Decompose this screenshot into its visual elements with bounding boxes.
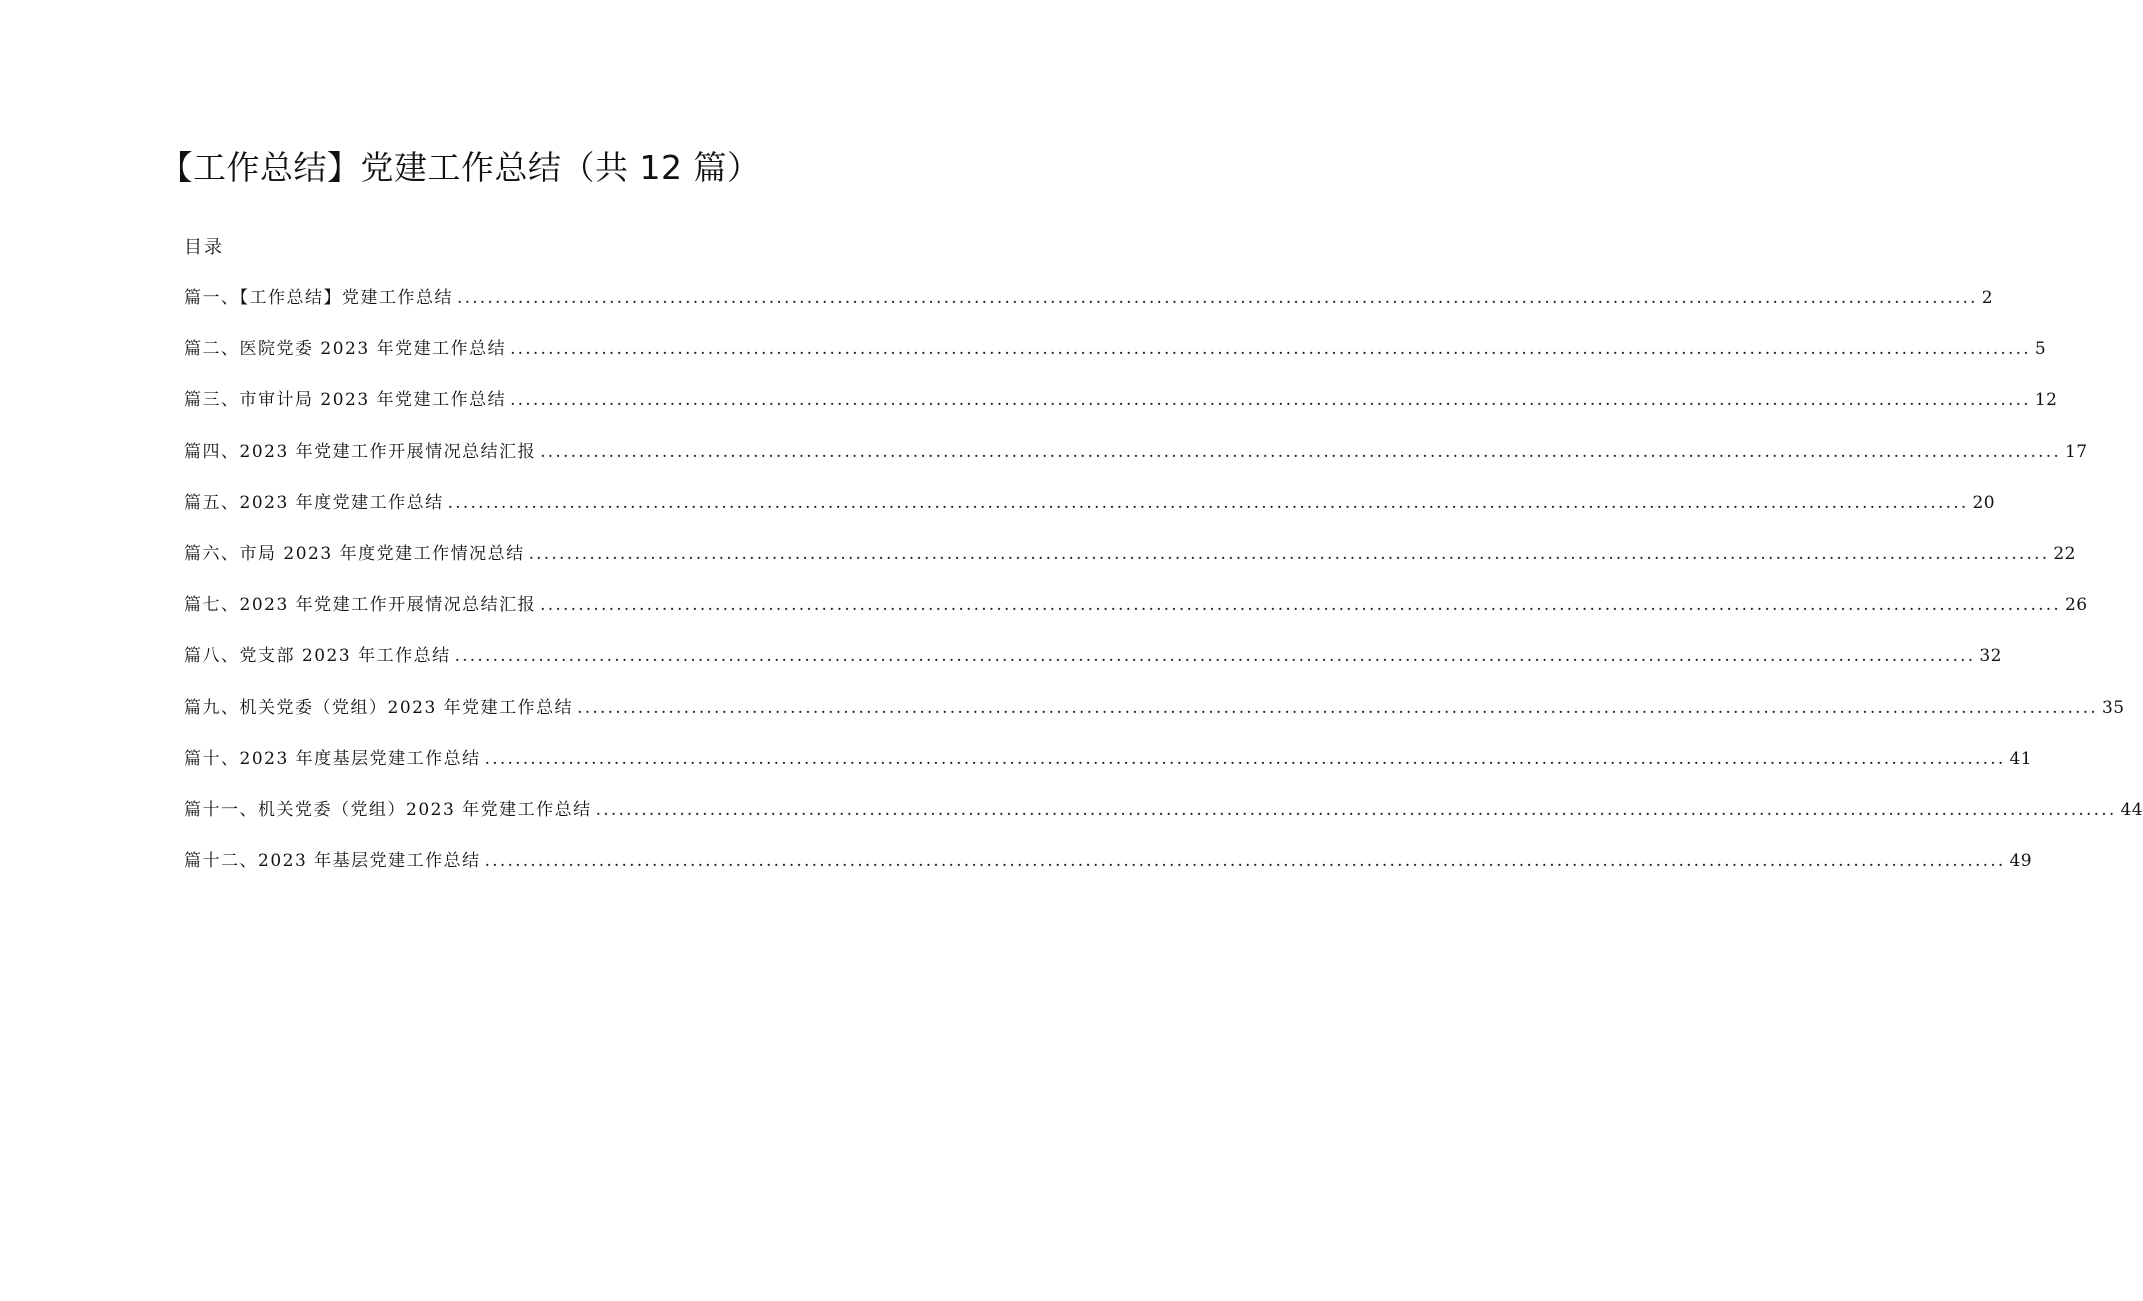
toc-entry-label: 篇七、2023 年党建工作开展情况总结汇报 xyxy=(184,595,537,616)
toc-entry-9[interactable] xyxy=(184,694,2125,745)
toc-dot-leader: ........................................................................................................................................................................................................ xyxy=(595,799,2117,820)
toc-page-number: 12 xyxy=(2034,390,2058,411)
toc-dot-leader: ........................................................................................................................................................................................................ xyxy=(528,543,2050,564)
toc-dot-leader: ........................................................................................................................................................................................................ xyxy=(457,288,1978,308)
toc-page-number: 5 xyxy=(2034,339,2047,360)
toc-page-number: 35 xyxy=(2101,697,2125,718)
toc-heading: 目录 xyxy=(184,237,224,258)
toc-entry-11[interactable] xyxy=(184,796,2143,847)
toc-dot-leader: ........................................................................................................................................................................................................ xyxy=(510,390,2031,411)
toc-page-number: 26 xyxy=(2064,595,2088,616)
toc-page-number: 49 xyxy=(2009,851,2033,872)
toc-dot-leader: ........................................................................................................................................................................................................ xyxy=(577,697,2098,718)
toc-page-number: 20 xyxy=(1972,492,1996,513)
toc-entry-2[interactable] xyxy=(184,335,2047,386)
toc-page-number: 22 xyxy=(2053,543,2076,564)
toc-entry-7[interactable] xyxy=(184,591,2088,642)
toc-entry-5[interactable] xyxy=(184,489,1996,540)
toc-entry-6[interactable] xyxy=(184,540,2076,591)
toc-entry-10[interactable] xyxy=(184,745,2033,796)
document-title: 【工作总结】党建工作总结（共 12 篇） xyxy=(159,148,761,187)
toc-entry-label: 篇五、2023 年度党建工作总结 xyxy=(184,492,444,513)
toc-entry-label: 篇六、市局 2023 年度党建工作情况总结 xyxy=(184,543,525,564)
toc-entry-label: 篇九、机关党委（党组）2023 年党建工作总结 xyxy=(184,697,574,718)
toc-page-number: 41 xyxy=(2009,748,2033,769)
toc-entry-3[interactable] xyxy=(184,386,2058,437)
toc-entry-label: 篇八、党支部 2023 年工作总结 xyxy=(184,646,451,667)
toc-dot-leader: ........................................................................................................................................................................................................ xyxy=(484,851,2006,872)
toc-dot-leader: ........................................................................................................................................................................................................ xyxy=(447,492,1969,513)
toc-entry-label: 篇三、市审计局 2023 年党建工作总结 xyxy=(184,390,507,411)
toc-entry-label: 篇二、医院党委 2023 年党建工作总结 xyxy=(184,339,507,360)
toc-dot-leader: ........................................................................................................................................................................................................ xyxy=(540,441,2061,462)
toc-dot-leader: ........................................................................................................................................................................................................ xyxy=(454,646,1976,667)
toc-page-number: 17 xyxy=(2064,441,2088,462)
toc-entry-1[interactable] xyxy=(184,284,1994,335)
toc-dot-leader: ........................................................................................................................................................................................................ xyxy=(484,748,2006,769)
toc-page-number: 32 xyxy=(1979,646,2002,667)
toc-entry-label: 篇一、【工作总结】党建工作总结 xyxy=(184,288,453,308)
toc-entry-label: 篇十一、机关党委（党组）2023 年党建工作总结 xyxy=(184,799,592,820)
toc-dot-leader: ........................................................................................................................................................................................................ xyxy=(510,339,2031,360)
toc-page-number: 44 xyxy=(2120,799,2143,820)
toc-entry-label: 篇四、2023 年党建工作开展情况总结汇报 xyxy=(184,441,537,462)
toc-entry-8[interactable] xyxy=(184,642,2002,693)
toc-entry-label: 篇十二、2023 年基层党建工作总结 xyxy=(184,851,481,872)
toc-entry-4[interactable] xyxy=(184,438,2088,489)
toc-entry-label: 篇十、2023 年度基层党建工作总结 xyxy=(184,748,481,769)
toc-dot-leader: ........................................................................................................................................................................................................ xyxy=(540,595,2061,616)
table-of-contents xyxy=(184,284,2143,898)
toc-entry-12[interactable] xyxy=(184,847,2033,898)
toc-page-number: 2 xyxy=(1981,288,1994,308)
